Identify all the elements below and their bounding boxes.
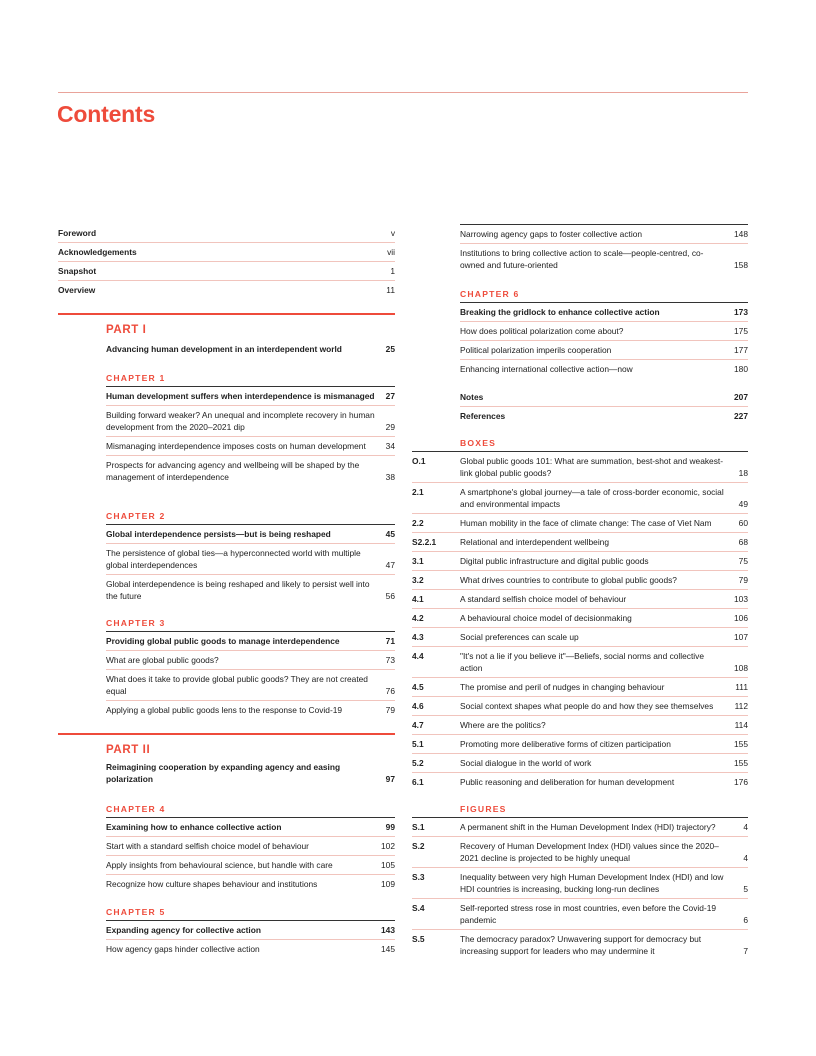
page-title: Contents [57,101,156,127]
entry-title: Prospects for advancing agency and wellbeing will be shaped by the management of interdependence [106,460,360,482]
entry-title: Apply insights from behavioural science, but handle with care [106,860,333,870]
toc-entry[interactable] [106,875,395,893]
toc-entry-overview[interactable] [58,281,395,299]
toc-entry[interactable] [460,224,748,244]
entry-title: The democracy paradox? Unwavering support for democracy but increasing support for leaders who may undermine it [460,934,702,956]
entry-title: Recognize how culture shapes behaviour and institutions [106,879,318,889]
entry-title: Global public goods 101: What are summation, best-shot and weakest-link global public goods? [460,456,724,478]
toc-entry-snapshot[interactable] [58,262,395,281]
entry-page: 11 [386,285,395,295]
entry-page: 38 [385,472,395,482]
entry-page: 143 [381,925,395,935]
entry-page: 155 [734,739,748,749]
box-entry[interactable] [412,628,748,647]
entry-title: "It's not a lie if you believe it"—Beliefs, social norms and collective action [460,651,705,673]
entry-title: Applying a global public goods lens to the response to Covid-19 [106,705,343,715]
box-entry[interactable] [412,514,748,533]
box-number: 4.5 [412,682,424,692]
chapter3-label: CHAPTER 3 [106,618,166,628]
toc-entry[interactable] [460,341,748,360]
box-entry[interactable] [412,609,748,628]
box-number: 4.7 [412,720,424,730]
entry-page: 34 [385,441,395,451]
chapter3-block [106,617,395,719]
entry-title: How agency gaps hinder collective action [106,944,260,954]
box-entry[interactable] [412,716,748,735]
entry-title: The persistence of global ties—a hyperconnected world with multiple global interdependences [106,548,361,570]
entry-page: 71 [385,636,395,646]
entry-title: Breaking the gridlock to enhance collective action [460,307,660,317]
figure-number: S.3 [412,872,425,882]
figure-entry[interactable] [412,868,748,899]
entry-title: A standard selfish choice model of behaviour [460,594,627,604]
toc-entry[interactable] [106,837,395,856]
chapter4-label: CHAPTER 4 [106,804,166,814]
entry-title: Relational and interdependent wellbeing [460,537,609,547]
boxes-label: BOXES [460,438,497,448]
entry-page: 4 [743,822,748,832]
part2-title-block [106,758,395,788]
entry-title: Social context shapes what people do and how they see themselves [460,701,714,711]
toc-entry[interactable] [106,544,395,575]
box-number: 2.1 [412,487,424,497]
box-number: 3.2 [412,575,424,585]
entry-page: 173 [734,307,748,317]
figure-entry[interactable] [412,837,748,868]
entry-title: Social preferences can scale up [460,632,579,642]
entry-title: Recovery of Human Development Index (HDI) values since the 2020–2021 decline is projected to be highly unequal [460,841,719,863]
entry-page: 109 [381,879,395,889]
part2-rule [58,733,395,735]
entry-page: 112 [734,701,748,711]
entry-title: Narrowing agency gaps to foster collective action [460,229,643,239]
chapter6-block [460,288,748,378]
figure-entry[interactable] [412,817,748,837]
entry-title: What are global public goods? [106,655,219,665]
figure-number: S.1 [412,822,425,832]
entry-page: 105 [381,860,395,870]
entry-page: 5 [743,884,748,894]
entry-title: Start with a standard selfish choice model of behaviour [106,841,309,851]
part2-label: PART II [106,744,151,756]
chapter1-label: CHAPTER 1 [106,373,166,383]
entry-page: vii [387,247,395,257]
entry-page: 99 [385,822,395,832]
box-entry[interactable] [412,571,748,590]
figures-label: FIGURES [460,804,507,814]
entry-title: Institutions to bring collective action to scale—people-centred, co-owned and future-oriented [460,248,704,270]
entry-page: 103 [734,594,748,604]
entry-page: 107 [734,632,748,642]
chapter2-block [106,510,395,605]
entry-title: What drives countries to contribute to global public goods? [460,575,677,585]
box-entry[interactable] [412,754,748,773]
top-rule [58,92,748,93]
entry-title: Public reasoning and deliberation for human development [460,777,675,787]
box-entry[interactable] [412,451,748,483]
toc-entry[interactable] [106,670,395,701]
entry-title: Providing global public goods to manage interdependence [106,636,340,646]
entry-title: Human development suffers when interdependence is mismanaged [106,391,375,401]
entry-title: A smartphone's global journey—a tale of cross-border economic, social and environmental impacts [460,487,724,509]
entry-title: References [460,411,506,421]
figures-list [412,803,748,960]
entry-title: Snapshot [58,266,97,276]
front-matter-list [58,224,395,299]
box-entry[interactable] [412,533,748,552]
back-matter-list [460,388,748,425]
entry-page: 60 [738,518,748,528]
entry-page: 158 [734,260,748,270]
entry-title: Global interdependence persists—but is being reshaped [106,529,331,539]
figure-entry[interactable] [412,899,748,930]
box-entry[interactable] [412,483,748,514]
box-entry[interactable] [412,773,748,791]
entry-page: 25 [385,344,395,354]
entry-page: 177 [734,345,748,355]
box-number: 4.1 [412,594,424,604]
toc-entry[interactable] [106,651,395,670]
toc-entry-chapter4[interactable] [106,817,395,837]
toc-entry-chapter2[interactable] [106,524,395,544]
chapter5-continued [460,224,748,274]
entry-title: Examining how to enhance collective action [106,822,282,832]
box-entry[interactable] [412,735,748,754]
entry-title: The promise and peril of nudges in changing behaviour [460,682,665,692]
toc-entry[interactable] [106,856,395,875]
entry-page: 7 [743,946,748,956]
entry-title: Mismanaging interdependence imposes costs on human development [106,441,366,451]
figure-number: S.4 [412,903,425,913]
box-number: S2.2.1 [412,537,437,547]
chapter4-block [106,803,395,893]
entry-page: 102 [381,841,395,851]
toc-entry[interactable] [460,322,748,341]
entry-page: 29 [385,422,395,432]
toc-entry[interactable] [106,701,395,719]
entry-title: Overview [58,285,96,295]
entry-page: 114 [734,720,748,730]
entry-page: 175 [734,326,748,336]
chapter5-label: CHAPTER 5 [106,907,166,917]
entry-page: 176 [734,777,748,787]
box-number: 5.2 [412,758,424,768]
entry-page: 227 [734,411,748,421]
toc-entry[interactable] [106,406,395,437]
entry-page: 49 [738,499,748,509]
entry-page: 180 [734,364,748,374]
entry-title: Self-reported stress rose in most countries, even before the Covid-19 pandemic [460,903,717,925]
entry-page: 79 [738,575,748,585]
entry-page: 148 [734,229,748,239]
box-entry[interactable] [412,678,748,697]
entry-page: 97 [385,774,395,784]
entry-page: 76 [385,686,395,696]
entry-title: A behavioural choice model of decisionmaking [460,613,632,623]
entry-title: Inequality between very high Human Development Index (HDI) and low HDI countries is increasing, bucking long-run declines [460,872,724,894]
toc-entry-chapter1[interactable] [106,386,395,406]
entry-title: A permanent shift in the Human Development Index (HDI) trajectory? [460,822,716,832]
entry-title: What does it take to provide global public goods? They are not created equal [106,674,368,696]
entry-title: Where are the politics? [460,720,546,730]
entry-page: 1 [390,266,395,276]
toc-entry[interactable] [106,456,395,486]
toc-entry[interactable] [106,940,395,958]
entry-title: How does political polarization come about? [460,326,624,336]
entry-page: 18 [738,468,748,478]
entry-page: 6 [743,915,748,925]
box-number: 2.2 [412,518,424,528]
entry-page: 68 [738,537,748,547]
box-number: 4.6 [412,701,424,711]
entry-title: Political polarization imperils cooperation [460,345,612,355]
entry-title: Expanding agency for collective action [106,925,261,935]
entry-title: Promoting more deliberative forms of citizen participation [460,739,671,749]
toc-entry[interactable] [460,244,748,274]
figure-number: S.2 [412,841,425,851]
chapter1-block [106,372,395,486]
chapter5-block [106,906,395,958]
part1-title-block [106,340,395,358]
entry-page: 4 [743,853,748,863]
entry-title: Building forward weaker? An unequal and incomplete recovery in human development from the 2020–2021 dip [106,410,375,432]
toc-entry-chapter6[interactable] [460,302,748,322]
entry-title: Acknowledgements [58,247,137,257]
entry-title: Global interdependence is being reshaped and likely to persist well into the future [106,579,370,601]
box-entry[interactable] [412,647,748,678]
part1-label: PART I [106,324,147,336]
toc-entry[interactable] [106,437,395,456]
toc-entry-chapter5[interactable] [106,920,395,940]
entry-page: 79 [385,705,395,715]
box-entry[interactable] [412,697,748,716]
toc-entry-part1[interactable] [106,340,395,358]
entry-page: 106 [734,613,748,623]
chapter6-label: CHAPTER 6 [460,289,520,299]
entry-page: 111 [735,682,748,692]
entry-page: 56 [385,591,395,601]
box-entry[interactable] [412,590,748,609]
box-entry[interactable] [412,552,748,571]
entry-page: 47 [385,560,395,570]
entry-page: 27 [385,391,395,401]
toc-entry-notes[interactable] [460,388,748,407]
boxes-list [412,437,748,791]
entry-title: Notes [460,392,484,402]
toc-entry-foreword[interactable] [58,224,395,243]
entry-title: Advancing human development in an interdependent world [106,344,342,354]
entry-title: Human mobility in the face of climate change: The case of Viet Nam [460,518,712,528]
box-number: O.1 [412,456,426,466]
toc-entry-acknowledgements[interactable] [58,243,395,262]
box-number: 4.3 [412,632,424,642]
chapter2-label: CHAPTER 2 [106,511,166,521]
entry-page: v [390,228,395,238]
entry-title: Digital public infrastructure and digital public goods [460,556,649,566]
entry-page: 73 [385,655,395,665]
entry-title: Social dialogue in the world of work [460,758,592,768]
box-number: 6.1 [412,777,424,787]
box-number: 5.1 [412,739,424,749]
entry-page: 155 [734,758,748,768]
figure-entry[interactable] [412,930,748,960]
part1-rule [58,313,395,315]
entry-title: Reimagining cooperation by expanding agency and easing polarization [106,762,341,784]
box-number: 4.2 [412,613,424,623]
entry-page: 108 [734,663,748,673]
toc-entry-chapter3[interactable] [106,631,395,651]
toc-entry-part2[interactable] [106,758,395,788]
toc-entry-references[interactable] [460,407,748,425]
toc-entry[interactable] [460,360,748,378]
entry-page: 45 [385,529,395,539]
entry-page: 75 [738,556,748,566]
entry-title: Enhancing international collective action—now [460,364,633,374]
figure-number: S.5 [412,934,425,944]
box-number: 3.1 [412,556,424,566]
entry-title: Foreword [58,228,97,238]
entry-page: 207 [734,392,748,402]
box-number: 4.4 [412,651,424,661]
entry-page: 145 [381,944,395,954]
toc-entry[interactable] [106,575,395,605]
